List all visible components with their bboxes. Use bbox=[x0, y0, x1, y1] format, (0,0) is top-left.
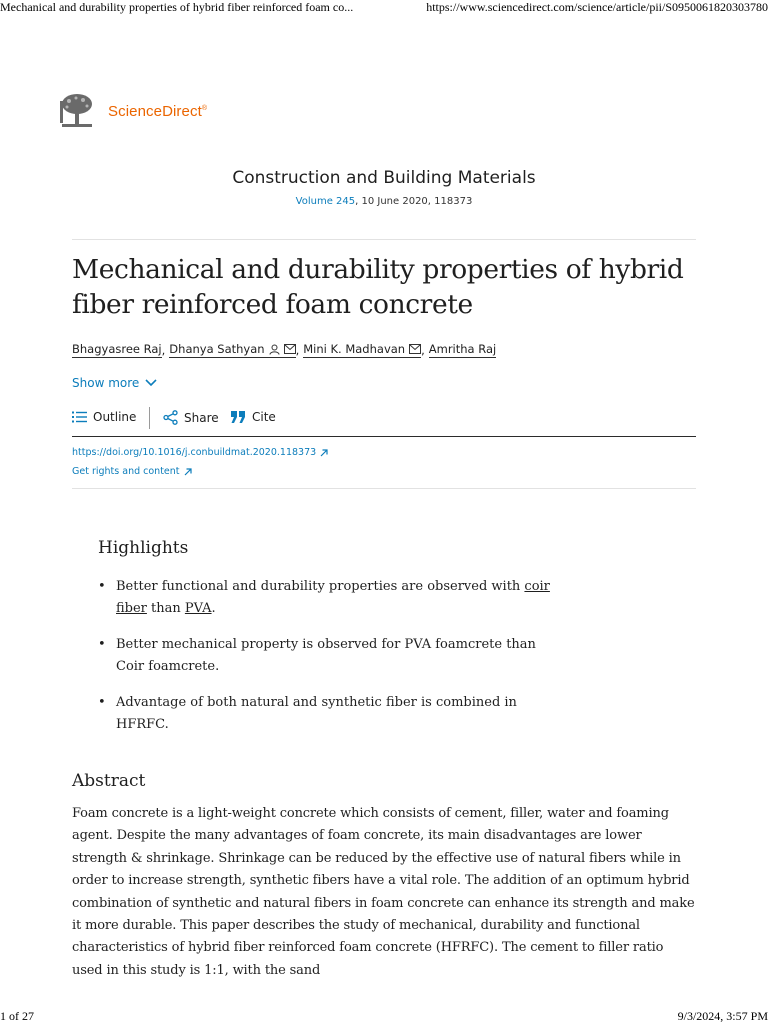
sciencedirect-wordmark: ScienceDirect® bbox=[108, 102, 208, 120]
pva-link[interactable]: PVA bbox=[184, 601, 212, 616]
toolbar-divider bbox=[149, 407, 150, 429]
print-header bbox=[0, 0, 768, 16]
divider bbox=[72, 488, 696, 489]
author-list: Bhagyasree Raj , Dhanya Sathyan , Mini K. Madhavan , Amritha Raj bbox=[72, 342, 497, 357]
page-counter: 1 of 27 bbox=[0, 1009, 34, 1023]
show-more-button[interactable]: Show more bbox=[72, 376, 157, 390]
envelope-icon bbox=[409, 344, 421, 354]
list-item: • Better functional and durability properties are observed with coir fiber than PVA. bbox=[98, 576, 568, 620]
chevron-down-icon bbox=[145, 379, 157, 387]
rights-link[interactable]: Get rights and content bbox=[72, 466, 192, 477]
print-page-title: Mechanical and durability properties of hybrid fiber reinforced foam co... bbox=[0, 0, 354, 14]
author-link[interactable]: Amritha Raj bbox=[428, 342, 497, 356]
divider bbox=[72, 239, 696, 240]
print-page-url: https://www.sciencedirect.com/science/article/pii/S0950061820303780 bbox=[426, 0, 768, 14]
highlights-list bbox=[98, 576, 568, 736]
print-datetime: 9/3/2024, 3:57 PM bbox=[677, 1009, 768, 1023]
volume-link[interactable]: Volume 245 bbox=[295, 196, 356, 207]
coir-fiber-link[interactable]: coir fiber bbox=[116, 579, 550, 616]
bullet: • bbox=[98, 637, 106, 652]
doi-link[interactable]: https://doi.org/10.1016/j.conbuildmat.2020.118373 bbox=[72, 447, 328, 458]
print-footer bbox=[0, 1009, 768, 1024]
abstract-heading: Abstract bbox=[72, 771, 146, 791]
article-title: Mechanical and durability properties of hybrid fiber reinforced foam concrete bbox=[72, 254, 684, 320]
sciencedirect-logo[interactable] bbox=[58, 93, 207, 129]
external-arrow-icon bbox=[320, 449, 328, 457]
list-icon bbox=[72, 411, 87, 423]
bullet: • bbox=[98, 579, 106, 594]
journal-title[interactable]: Construction and Building Materials bbox=[232, 168, 536, 188]
share-button[interactable]: Share bbox=[163, 410, 219, 425]
elsevier-tree-logo-icon bbox=[58, 93, 96, 129]
envelope-icon bbox=[284, 344, 296, 354]
bullet: • bbox=[98, 695, 106, 710]
quote-icon bbox=[231, 411, 246, 423]
share-icon bbox=[163, 410, 178, 425]
external-arrow-icon bbox=[184, 468, 192, 476]
volume-info: Volume 245, 10 June 2020, 118373 bbox=[295, 196, 473, 207]
list-item: • Better mechanical property is observed for PVA foamcrete than Coir foamcrete. bbox=[98, 634, 568, 678]
person-icon bbox=[269, 344, 280, 355]
cite-button[interactable]: Cite bbox=[231, 410, 276, 424]
article-toolbar bbox=[72, 406, 696, 437]
author-link[interactable]: Bhagyasree Raj bbox=[72, 342, 162, 356]
author-link[interactable]: Dhanya Sathyan bbox=[169, 342, 295, 358]
author-link[interactable]: Mini K. Madhavan bbox=[303, 342, 421, 358]
highlights-heading: Highlights bbox=[98, 538, 189, 558]
list-item: • Advantage of both natural and synthetic fiber is combined in HFRFC. bbox=[98, 692, 568, 736]
outline-button[interactable]: Outline bbox=[72, 410, 136, 424]
abstract-text: Foam concrete is a light-weight concrete which consists of cement, filler, water and foaming agent. Despite the many advantages of foam concrete, its main disadvantages are lower strength & shrinkage. Shrinkage can be reduced by the effective use of natural fibers while in order to increase strength, synthetic fibers have a vital role. The addition of an optimum hybrid combination of synthetic and natural fibers in foam concrete can enhance its strength and make it more durable. This paper describes the study of mechanical, durability and functional characteristics of hybrid fiber reinforced foam concrete (HFRFC). The cement to filler ratio used in this study is 1:1, with the sand bbox=[72, 806, 695, 978]
